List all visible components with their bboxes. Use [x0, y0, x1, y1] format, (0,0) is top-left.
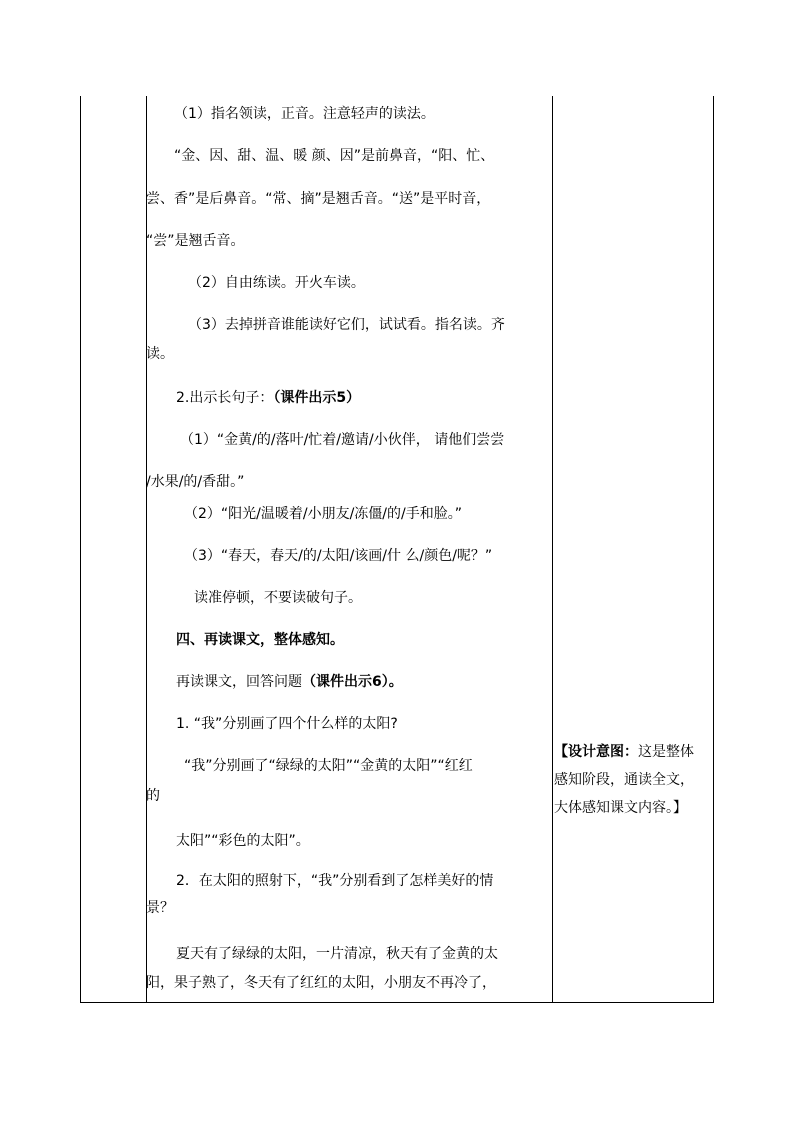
text-line: /水果/的/香甜。”: [146, 474, 245, 490]
text-line: （1）“金黄/的/落叶/忙着/邀请/小伙伴， 请他们尝尝: [180, 432, 505, 448]
text-line: 夏天有了绿绿的太阳，一片清凉，秋天有了金黄的太: [176, 946, 498, 962]
courseware-note: （课件出示6）。: [302, 674, 403, 690]
table-cell-left: [81, 96, 146, 1002]
text-line: 景？: [146, 900, 174, 916]
text-line: “我”分别画了“绿绿的太阳”“金黄的太阳”“红红: [184, 758, 473, 774]
text-line: [176, 388, 360, 408]
design-intent-label: 【设计意图：: [554, 744, 638, 760]
text-line: 读。: [146, 346, 174, 362]
text-line: 1. “我”分别画了四个什么样的太阳?: [176, 716, 398, 732]
table-border-bottom: [80, 1002, 714, 1003]
instruction-text: 再读课文，回答问题: [176, 674, 302, 690]
text-line: “尝”是翘舌音。: [146, 233, 245, 249]
table-border-right: [713, 96, 714, 1002]
design-intent-text: 这是整体: [638, 744, 694, 760]
design-intent-line: 感知阶段，通读全文，: [554, 772, 694, 788]
design-intent-line: 大体感知课文内容。】: [554, 800, 687, 816]
text-line: （1）指名领读，正音。注意轻声的读法。: [174, 106, 435, 122]
design-intent-line: [554, 742, 694, 762]
table-cell-design-intent: [553, 96, 713, 1002]
text-line: 尝、香”是后鼻音。“常、摘”是翘舌音。“送”是平时音，: [146, 191, 491, 207]
table-cell-content: [146, 96, 552, 1002]
text-line: 的: [146, 788, 160, 804]
text-line: “金、因、甜、温、暖 颜、因”是前鼻音，“阳、忙、: [174, 148, 495, 164]
text-line: （2）“阳光/温暖着/小朋友/冻僵/的/手和脸。”: [184, 506, 462, 522]
section-heading: 四、再读课文，整体感知。: [176, 632, 344, 648]
text-line: （3）去掉拼音谁能读好它们，试试看。指名读。齐: [188, 317, 505, 333]
text-line: 阳，果子熟了，冬天有了红红的太阳，小朋友不再冷了，: [146, 975, 496, 991]
courseware-note: （课件出示5）: [273, 390, 361, 406]
text-line: 读准停顿，不要读破句子。: [194, 590, 362, 606]
text-line: [176, 672, 403, 692]
text-line: 2．在太阳的照射下，“我”分别看到了怎样美好的情: [176, 873, 494, 889]
section-label: 2.出示长句子：: [176, 390, 274, 406]
text-line: （2）自由练读。开火车读。: [188, 275, 365, 291]
text-line: 太阳”“彩色的太阳”。: [176, 833, 310, 849]
text-line: （3）“春天，春天/的/太阳/该画/什 么/颜色/呢？”: [184, 548, 493, 564]
